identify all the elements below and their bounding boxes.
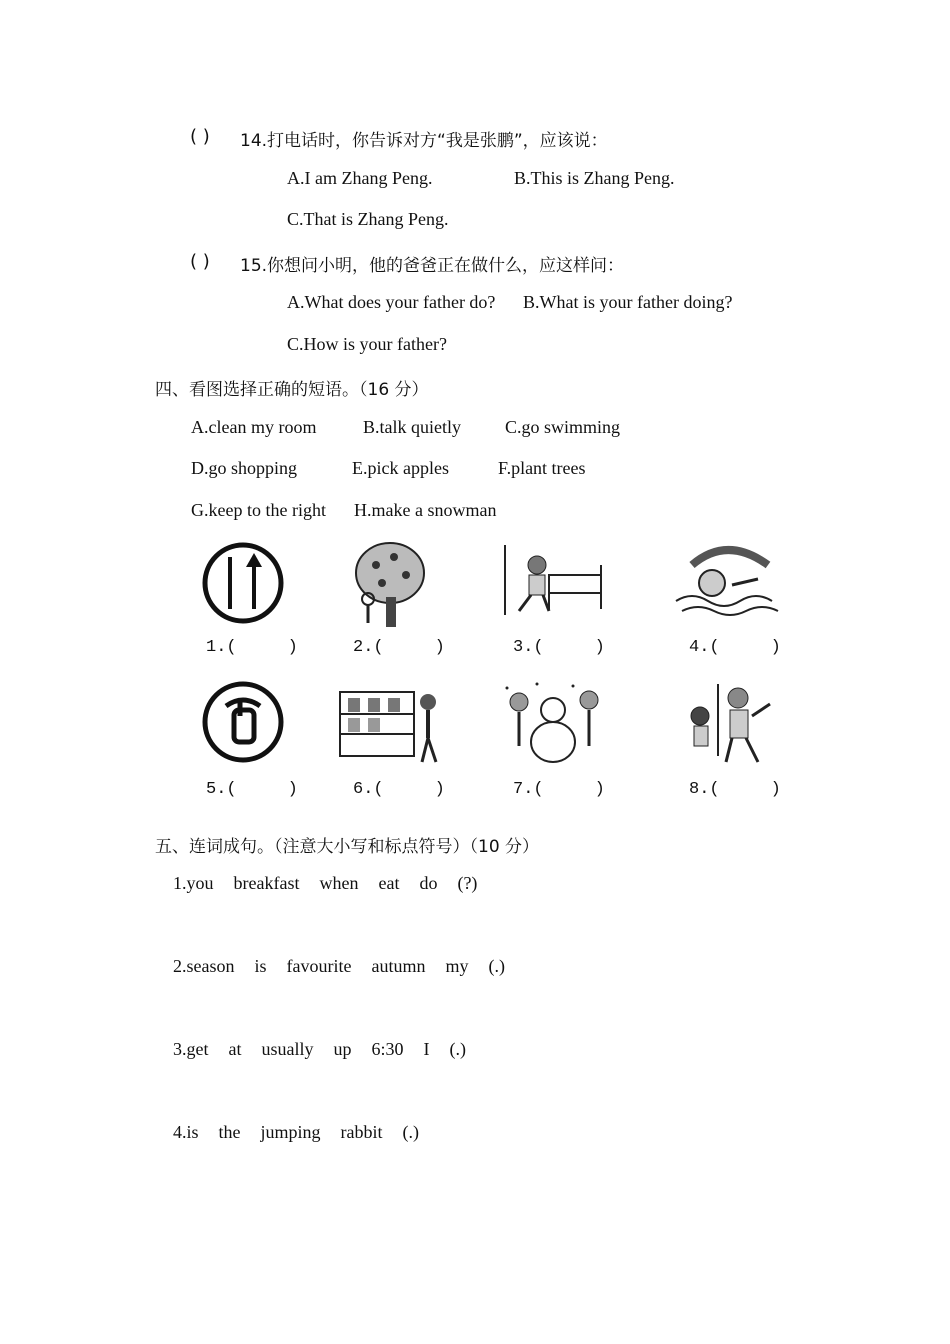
word: at xyxy=(228,1039,242,1059)
word: (.) xyxy=(488,956,505,976)
sentence-2-words xyxy=(173,956,525,977)
word: do xyxy=(419,873,438,893)
phrase-c: C.go swimming xyxy=(505,417,621,437)
no-noise-sign-icon xyxy=(188,676,298,772)
word: the xyxy=(218,1122,241,1142)
picture-3-answer[interactable]: 3.( ) xyxy=(513,638,605,657)
word: breakfast xyxy=(233,873,300,893)
word: (.) xyxy=(402,1122,420,1142)
word: I xyxy=(423,1039,430,1059)
apple-tree-icon xyxy=(332,535,442,631)
q14-option-c: C.That is Zhang Peng. xyxy=(287,209,449,229)
word: when xyxy=(319,873,359,893)
phrase-g: G.keep to the right xyxy=(191,500,326,520)
planting-tree-icon xyxy=(672,676,782,772)
phrase-f: F.plant trees xyxy=(498,458,586,478)
picture-1-answer[interactable]: 1.( ) xyxy=(206,638,298,657)
q14-stem: 14.打电话时，你告诉对方“我是张鹏”，应该说： xyxy=(240,131,608,151)
picture-6-answer[interactable]: 6.( ) xyxy=(353,780,445,799)
word: eat xyxy=(378,873,400,893)
sentence-4-words xyxy=(173,1122,439,1143)
word: (?) xyxy=(457,873,478,893)
word: 1.you xyxy=(173,873,214,893)
boy-cleaning-room-icon xyxy=(497,535,607,631)
keep-right-sign-icon xyxy=(188,535,298,631)
word: up xyxy=(333,1039,352,1059)
q15-option-b: B.What is your father doing? xyxy=(523,292,733,312)
word: 4.is xyxy=(173,1122,199,1142)
word: rabbit xyxy=(340,1122,383,1142)
picture-2-answer[interactable]: 2.( ) xyxy=(353,638,445,657)
q15-option-a: A.What does your father do? xyxy=(287,292,496,312)
q14-answer-bracket[interactable]: ( ) xyxy=(190,126,210,147)
word: jumping xyxy=(260,1122,321,1142)
section5-title: 五、连词成句。（注意大小写和标点符号）（10 分） xyxy=(155,837,540,857)
word: (.) xyxy=(449,1039,467,1059)
picture-4-answer[interactable]: 4.( ) xyxy=(689,638,781,657)
picture-7-answer[interactable]: 7.( ) xyxy=(513,780,605,799)
word: autumn xyxy=(371,956,426,976)
phrase-e: E.pick apples xyxy=(352,458,449,478)
phrase-d: D.go shopping xyxy=(191,458,298,478)
word: 3.get xyxy=(173,1039,209,1059)
word: my xyxy=(445,956,469,976)
phrase-a: A.clean my room xyxy=(191,417,317,437)
q15-option-c: C.How is your father? xyxy=(287,334,447,354)
sentence-3-words xyxy=(173,1039,486,1060)
sentence-1-words xyxy=(173,873,497,894)
phrase-b: B.talk quietly xyxy=(363,417,461,437)
picture-8-answer[interactable]: 8.( ) xyxy=(689,780,781,799)
word: usually xyxy=(261,1039,314,1059)
word: 2.season xyxy=(173,956,235,976)
q14-option-a: A.I am Zhang Peng. xyxy=(287,168,433,188)
section4-title: 四、看图选择正确的短语。（16 分） xyxy=(155,380,429,400)
q15-answer-bracket[interactable]: ( ) xyxy=(190,251,210,272)
word: is xyxy=(254,956,267,976)
boy-swimming-icon xyxy=(672,535,782,631)
snowman-icon xyxy=(497,676,607,772)
q15-stem: 15.你想问小明，他的爸爸正在做什么，应这样问： xyxy=(240,256,625,276)
word: 6:30 xyxy=(371,1039,404,1059)
word: favourite xyxy=(286,956,352,976)
phrase-h: H.make a snowman xyxy=(354,500,497,520)
picture-5-answer[interactable]: 5.( ) xyxy=(206,780,298,799)
q14-option-b: B.This is Zhang Peng. xyxy=(514,168,675,188)
shopping-icon xyxy=(332,676,442,772)
